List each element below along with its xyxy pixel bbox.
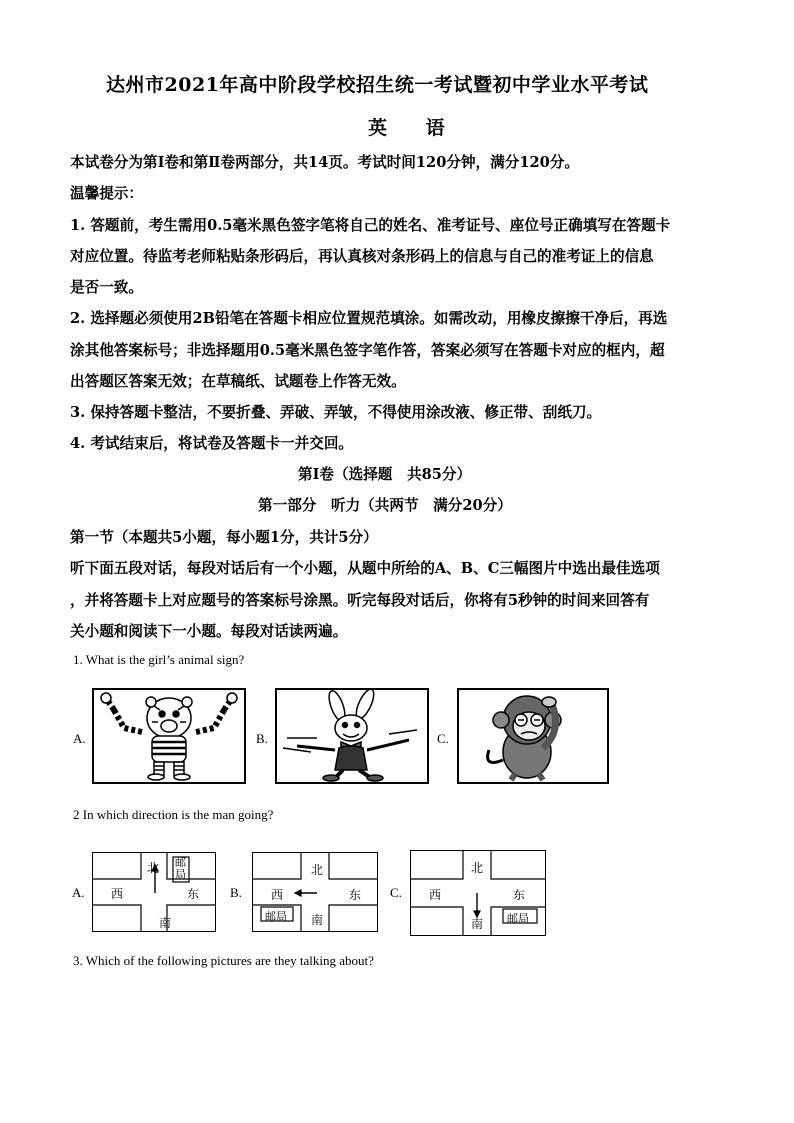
exam-intro: 本试卷分为第Ⅰ卷和第Ⅱ卷两部分，共14页。考试时间120分钟，满分120分。 bbox=[70, 154, 579, 171]
tip-line: 2. 选择题必须使用2B铅笔在答题卡相应位置规范填涂。如需改动，用橡皮擦擦干净后，再选 bbox=[70, 310, 668, 327]
west-label: 西 bbox=[111, 887, 124, 901]
south-label: 南 bbox=[311, 913, 324, 927]
tip-line: 对应位置。待监考老师粘贴条形码后，再认真核对条形码上的信息与自己的准考证上的信息 bbox=[70, 248, 654, 265]
map-option-c bbox=[410, 850, 546, 936]
west-label: 西 bbox=[429, 888, 442, 902]
map-option-a bbox=[92, 852, 216, 932]
question-3-text: 3. Which of the following pictures are they talking about? bbox=[73, 953, 374, 968]
monkey-picture bbox=[457, 688, 609, 784]
question-2-text: 2 In which direction is the man going? bbox=[73, 807, 274, 822]
tip-line: 4. 考试结束后，将试卷及答题卡一并交回。 bbox=[70, 435, 354, 452]
subsection-heading: 第一节（本题共5小题，每小题1分，共计5分） bbox=[70, 529, 378, 546]
exam-title: 达州市2021年高中阶段学校招生统一考试暨初中学业水平考试 bbox=[106, 74, 649, 96]
tiger-picture bbox=[92, 688, 246, 784]
north-label: 北 bbox=[311, 863, 324, 877]
rabbit-icon bbox=[277, 690, 427, 782]
instruction-line: 关小题和阅读下一小题。每段对话读两遍。 bbox=[70, 623, 348, 640]
option-label: B. bbox=[230, 885, 242, 900]
east-label: 东 bbox=[349, 888, 362, 902]
instruction-line: ，并将答题卡上对应题号的答案标号涂黑。听完每段对话后，你将有5秒钟的时间来回答有 bbox=[70, 592, 650, 609]
rabbit-picture bbox=[275, 688, 429, 784]
post-office-label: 邮局 bbox=[265, 911, 287, 923]
south-label: 南 bbox=[159, 916, 172, 930]
south-label: 南 bbox=[471, 917, 484, 931]
option-label: C. bbox=[437, 731, 449, 746]
east-label: 东 bbox=[513, 888, 526, 902]
north-label: 北 bbox=[471, 861, 484, 875]
post-office-label: 邮局 bbox=[175, 857, 186, 881]
tips-heading: 温馨提示： bbox=[70, 185, 143, 202]
monkey-icon bbox=[459, 690, 607, 782]
tip-line: 1. 答题前，考生需用0.5毫米黑色签字笔将自己的姓名、准考证号、座位号正确填写在答题卡 bbox=[70, 217, 671, 234]
tip-line: 是否一致。 bbox=[70, 279, 143, 296]
volume-heading: 第Ⅰ卷（选择题 共85分） bbox=[298, 466, 472, 483]
question-1-text: 1. What is the girl’s animal sign? bbox=[73, 652, 245, 667]
option-label: A. bbox=[73, 731, 86, 746]
tiger-icon bbox=[94, 690, 244, 782]
east-label: 东 bbox=[187, 887, 200, 901]
option-label: C. bbox=[390, 885, 402, 900]
tip-line: 涂其他答案标号；非选择题用0.5毫米黑色签字笔作答，答案必须写在答题卡对应的框内，超 bbox=[70, 342, 665, 359]
option-label: A. bbox=[72, 885, 85, 900]
west-label: 西 bbox=[271, 888, 284, 902]
post-office-label: 邮局 bbox=[507, 913, 529, 925]
option-label: B. bbox=[256, 731, 268, 746]
tip-line: 3. 保持答题卡整洁，不要折叠、弄破、弄皱，不得使用涂改液、修正带、刮纸刀。 bbox=[70, 404, 602, 421]
map-option-b bbox=[252, 852, 378, 932]
tip-line: 出答题区答案无效；在草稿纸、试题卷上作答无效。 bbox=[70, 373, 406, 390]
north-label: 北 bbox=[147, 861, 160, 875]
instruction-line: 听下面五段对话，每段对话后有一个小题，从题中所给的A、B、C三幅图片中选出最佳选项 bbox=[70, 560, 660, 577]
subject-title: 英 语 bbox=[368, 117, 461, 139]
part-heading: 第一部分 听力（共两节 满分20分） bbox=[258, 497, 512, 514]
